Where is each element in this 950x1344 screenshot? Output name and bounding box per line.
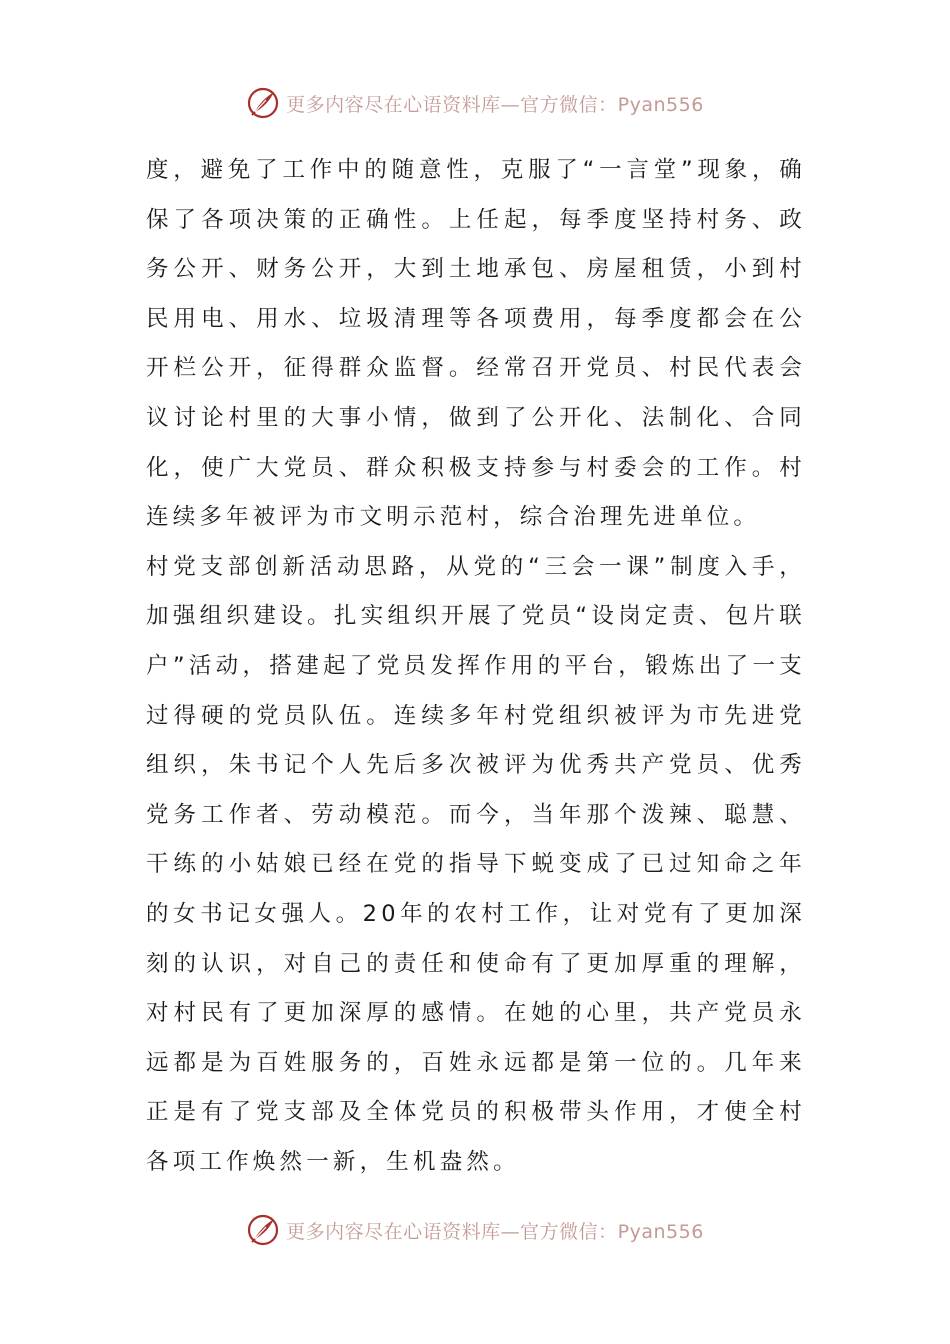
header-banner-text <box>286 90 704 117</box>
paragraph-2: 村党支部创新活动思路，从党的“三会一课”制度入手，加强组织建设。扎实组织开展了党员“设岗定责、包片联户”活动，搭建起了党员发挥作用的平台，锻炼出了一支过得硬的党员队伍。连续多年村党组织被评为市先进党组织，朱书记个人先后多次被评为优秀共产党员、优秀党务工作者、劳动模范。而今，当年那个泼辣、聪慧、干练的小姑娘已经在党的指导下蜕变成了已过知命之年的女书记女强人。20年的农村工作，让对党有了更加深刻的认识，对自己的责任和使命有了更加厚重的理解，对村民有了更加深厚的感情。在她的心里，共产党员永远都是为百姓服务的，百姓永远都是第一位的。几年来正是有了党支部及全体党员的积极带头作用，才使全村各项工作焕然一新，生机盎然。 <box>146 553 806 1175</box>
footer-banner-title: 更多内容尽在心语资料库—官方微信： <box>286 1220 618 1243</box>
footer-wechat-id: Pyan556 <box>617 1220 704 1243</box>
paragraph-1: 度，避免了工作中的随意性，克服了“一言堂”现象，确保了各项决策的正确性。上任起，每季度坚持村务、政务公开、财务公开，大到土地承包、房屋租赁，小到村民用电、用水、垃圾清理等各项费用，每季度都会在公开栏公开，征得群众监督。经常召开党员、村民代表会议讨论村里的大事小情，做到了公开化、法制化、合同化，使广大党员、群众积极支持参与村委会的工作。村连续多年被评为市文明示范村，综合治理先进单位。 <box>146 157 806 531</box>
header-wechat-id: Pyan556 <box>617 93 704 116</box>
feather-pen-logo-icon <box>246 86 280 120</box>
footer-banner-text <box>286 1217 704 1244</box>
header-banner-inner <box>246 86 704 120</box>
header-banner-title: 更多内容尽在心语资料库—官方微信： <box>286 93 618 116</box>
header-banner <box>0 83 950 123</box>
footer-banner-inner <box>246 1213 704 1247</box>
document-body <box>146 146 806 1187</box>
feather-pen-logo-icon <box>246 1213 280 1247</box>
footer-banner <box>0 1210 950 1250</box>
